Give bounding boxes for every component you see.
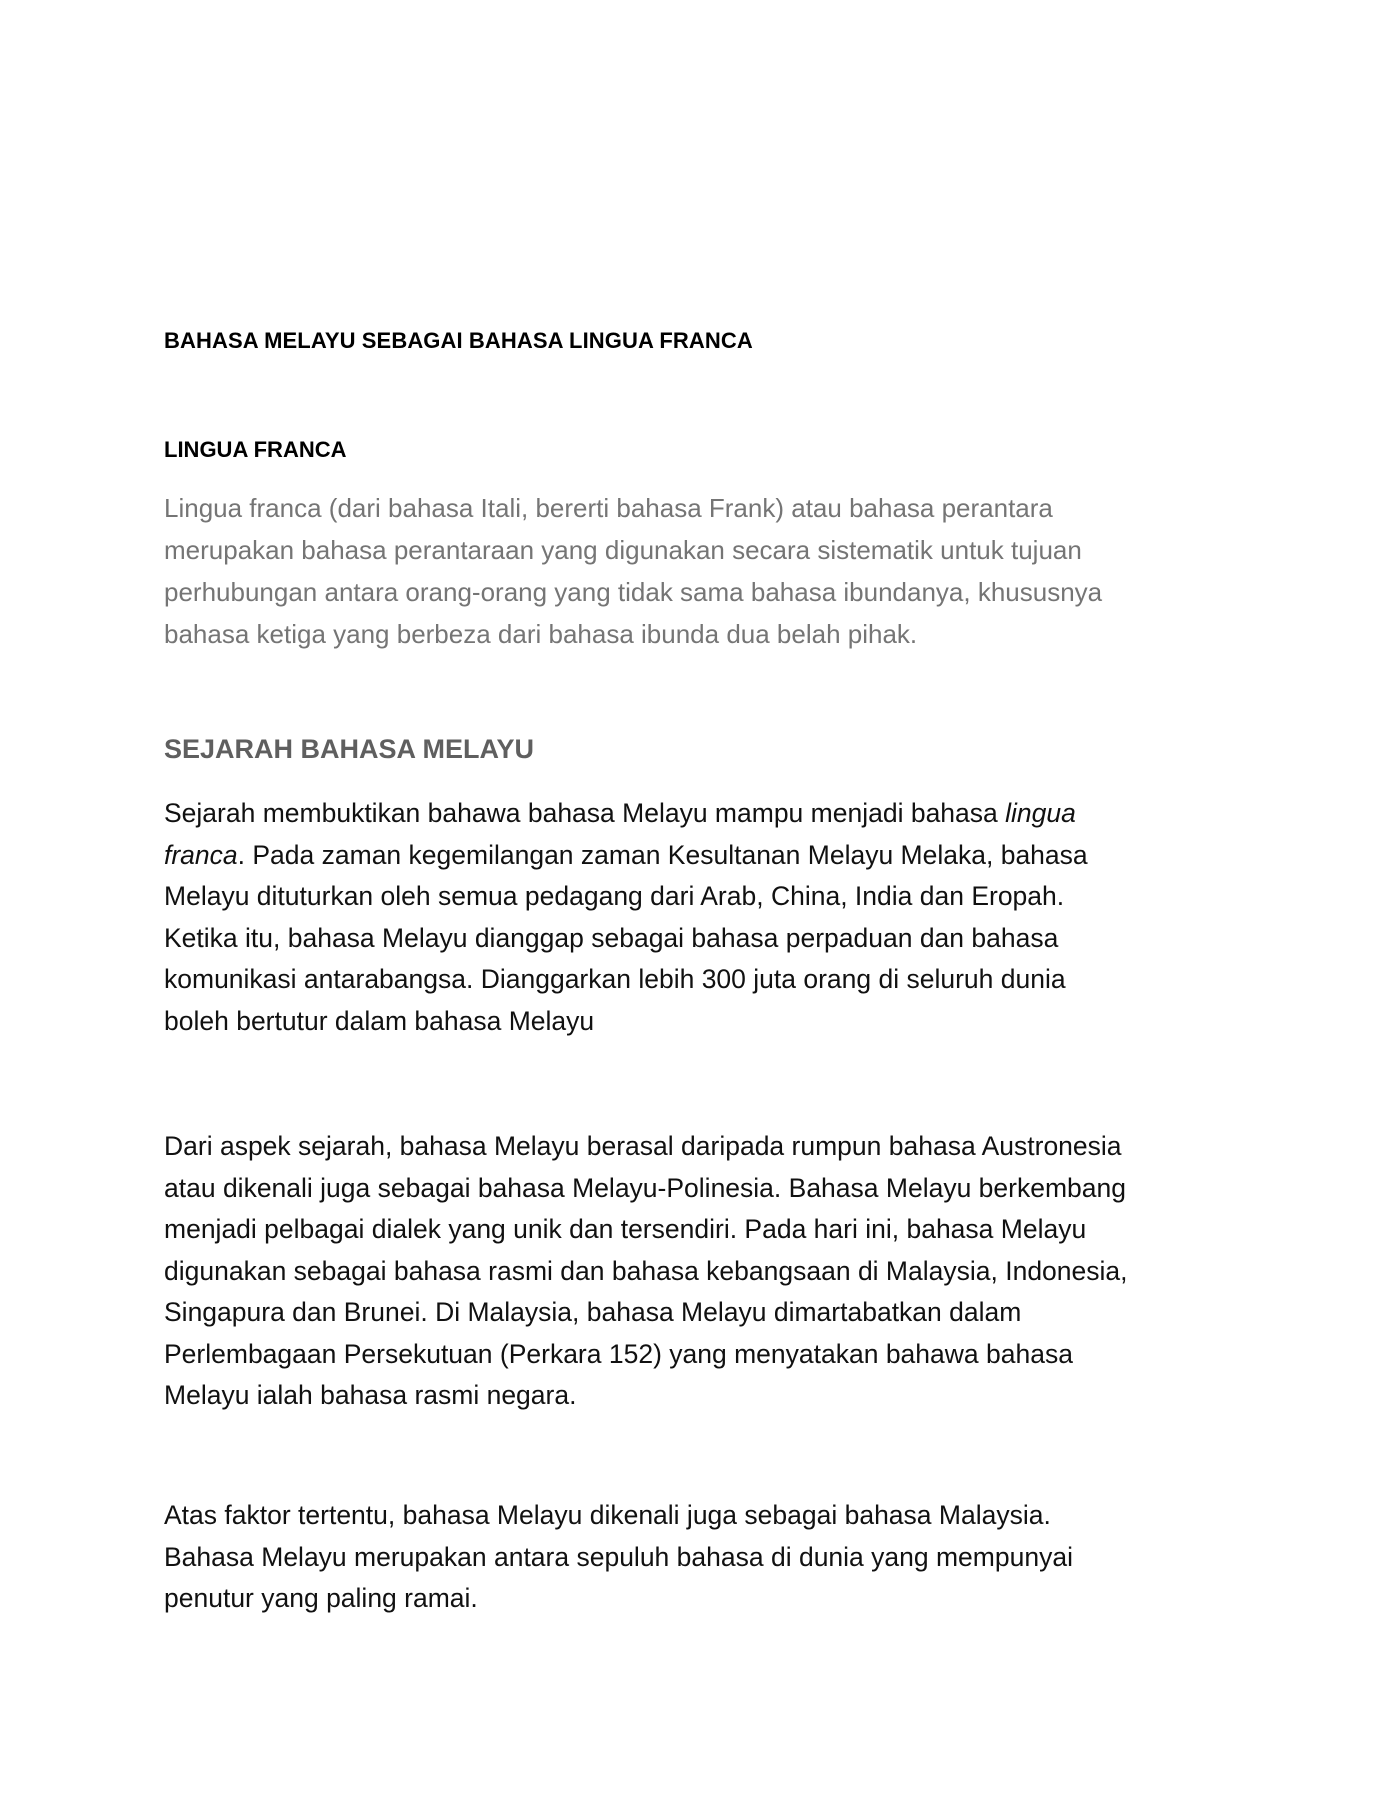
sejarah-paragraph-2 [164,1126,1224,1417]
paragraph-line: Dari aspek sejarah, bahasa Melayu berasal daripada rumpun bahasa Austronesia [164,1131,1122,1161]
paragraph-line: komunikasi antarabangsa. Dianggarkan lebih 300 juta orang di seluruh dunia [164,964,1066,994]
paragraph-line: menjadi pelbagai dialek yang unik dan tersendiri. Pada hari ini, bahasa Melayu [164,1214,1087,1244]
paragraph-line [164,793,1224,835]
paragraph-line: penutur yang paling ramai. [164,1583,478,1613]
sejarah-paragraph-3 [164,1495,1224,1620]
paragraph-line: digunakan sebagai bahasa rasmi dan bahasa kebangsaan di Malaysia, Indonesia, [164,1255,1128,1286]
paragraph-line: Melayu ialah bahasa rasmi negara. [164,1380,577,1410]
document-title: BAHASA MELAYU SEBAGAI BAHASA LINGUA FRANCA [164,328,753,353]
italic-term: lingua [1005,798,1076,828]
paragraph-line: Atas faktor tertentu, bahasa Melayu dikenali juga sebagai bahasa Malaysia. [164,1500,1051,1530]
paragraph-line: atau dikenali juga sebagai bahasa Melayu-Polinesia. Bahasa Melayu berkembang [164,1172,1126,1203]
paragraph-text: Sejarah membuktikan bahawa bahasa Melayu mampu menjadi bahasa [164,798,1006,828]
sejarah-paragraph-1 [164,793,1224,1042]
definition-line: perhubungan antara orang-orang yang tidak sama bahasa ibundanya, khususnya [164,577,1103,607]
paragraph-line: Perlembagaan Persekutuan (Perkara 152) yang menyatakan bahawa bahasa [164,1338,1073,1369]
definition-line: merupakan bahasa perantaraan yang digunakan secara sistematik untuk tujuan [164,535,1082,565]
paragraph-line: Bahasa Melayu merupakan antara sepuluh bahasa di dunia yang mempunyai [164,1541,1073,1572]
lingua-franca-heading: LINGUA FRANCA [164,437,347,462]
paragraph-text: . Pada zaman kegemilangan zaman Kesultanan Melayu Melaka, bahasa [237,839,1088,870]
paragraph-line: boleh bertutur dalam bahasa Melayu [164,1005,595,1036]
paragraph-line [164,835,1224,877]
definition-line: Lingua franca (dari bahasa Itali, bererti bahasa Frank) atau bahasa perantara [164,493,1053,523]
paragraph-line: Singapura dan Brunei. Di Malaysia, bahasa Melayu dimartabatkan dalam [164,1297,1022,1327]
sejarah-heading: SEJARAH BAHASA MELAYU [164,734,535,764]
italic-term: franca [164,839,238,870]
paragraph-line: Melayu dituturkan oleh semua pedagang dari Arab, China, India dan Eropah. [164,881,1065,911]
lingua-franca-definition [164,487,1224,655]
paragraph-line: Ketika itu, bahasa Melayu dianggap sebagai bahasa perpaduan dan bahasa [164,922,1059,953]
definition-line: bahasa ketiga yang berbeza dari bahasa ibunda dua belah pihak. [164,619,918,649]
